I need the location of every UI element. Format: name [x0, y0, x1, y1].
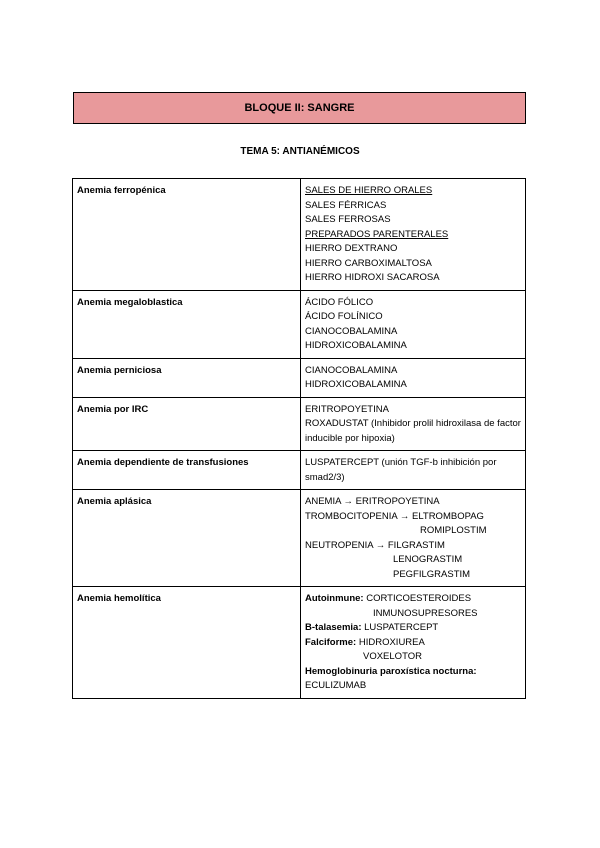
- table-row: [73, 397, 526, 451]
- row-label: Anemia aplásica: [73, 490, 301, 587]
- row-label: Anemia dependiente de transfusiones: [73, 451, 301, 490]
- table-row: [73, 179, 526, 291]
- list-item: HIERRO HIDROXI SACAROSA: [305, 272, 440, 283]
- list-item: ROMIPLOSTIM: [420, 525, 487, 536]
- list-item: LUSPATERCEPT (unión TGF-b inhibición por smad2/3): [305, 457, 497, 483]
- row-content: [301, 179, 526, 291]
- list-item: PREPARADOS PARENTERALES: [305, 228, 449, 240]
- list-item: HIDROXICOBALAMINA: [305, 340, 407, 351]
- table-row: [73, 358, 526, 397]
- row-content: [301, 587, 526, 699]
- list-item: HIERRO CARBOXIMALTOSA: [305, 257, 432, 269]
- antianemic-table: [72, 178, 526, 699]
- list-item: NEUTROPENIA → FILGRASTIM: [305, 539, 445, 551]
- falciforme-label: Falciforme:: [305, 636, 357, 648]
- table-row: [73, 451, 526, 490]
- list-item: [305, 636, 521, 651]
- list-item: ÁCIDO FÓLICO: [305, 296, 374, 308]
- topic-title: TEMA 5: ANTIANÉMICOS: [240, 146, 360, 157]
- list-item: ERITROPOYETINA: [305, 403, 389, 415]
- drug-name: HIDROXIUREA: [358, 636, 425, 648]
- list-item: SALES DE HIERRO ORALES: [305, 185, 433, 196]
- row-content: [301, 451, 526, 490]
- table-row: [73, 490, 526, 587]
- block-title: [73, 92, 526, 124]
- list-item: PEGFILGRASTIM: [393, 568, 471, 580]
- list-item: ROXADUSTAT (Inhibidor prolil hidroxilasa de factor inducible por hipoxia): [305, 418, 521, 444]
- row-content: [301, 397, 526, 451]
- block-title-text: BLOQUE II: SANGRE: [244, 102, 355, 114]
- list-item: ECULIZUMAB: [305, 680, 367, 691]
- row-content: [301, 490, 526, 587]
- list-item: SALES FÉRRICAS: [305, 199, 387, 211]
- list-item: TROMBOCITOPENIA → ELTROMBOPAG: [305, 510, 484, 522]
- row-content: [301, 290, 526, 358]
- row-label: Anemia hemolítica: [73, 587, 301, 699]
- list-item: Hemoglobinuria paroxística nocturna:: [305, 665, 477, 677]
- list-item: HIERRO DEXTRANO: [305, 243, 398, 254]
- list-item: CIANOCOBALAMINA: [305, 325, 398, 337]
- row-label: Anemia megaloblastica: [73, 290, 301, 358]
- row-label: Anemia perniciosa: [73, 358, 301, 397]
- list-item: [305, 592, 521, 607]
- row-label: Anemia ferropénica: [73, 179, 301, 291]
- list-item: VOXELOTOR: [363, 651, 422, 662]
- autoinmune-label: Autoinmune:: [305, 593, 364, 604]
- table-row: [73, 587, 526, 699]
- list-item: [305, 621, 521, 636]
- drug-name: CORTICOESTEROIDES: [366, 593, 472, 604]
- row-content: [301, 358, 526, 397]
- list-item: INMUNOSUPRESORES: [373, 607, 478, 619]
- list-item: SALES FERROSAS: [305, 214, 391, 225]
- list-item: CIANOCOBALAMINA: [305, 364, 398, 376]
- drug-name: LUSPATERCEPT: [364, 622, 439, 633]
- list-item: ÁCIDO FOLÍNICO: [305, 311, 383, 322]
- list-item: HIDROXICOBALAMINA: [305, 379, 407, 390]
- list-item: ANEMIA → ERITROPOYETINA: [305, 496, 440, 507]
- table-row: [73, 290, 526, 358]
- list-item: LENOGRASTIM: [393, 554, 463, 565]
- talasemia-label: B-talasemia:: [305, 622, 362, 633]
- row-label: Anemia por IRC: [73, 397, 301, 451]
